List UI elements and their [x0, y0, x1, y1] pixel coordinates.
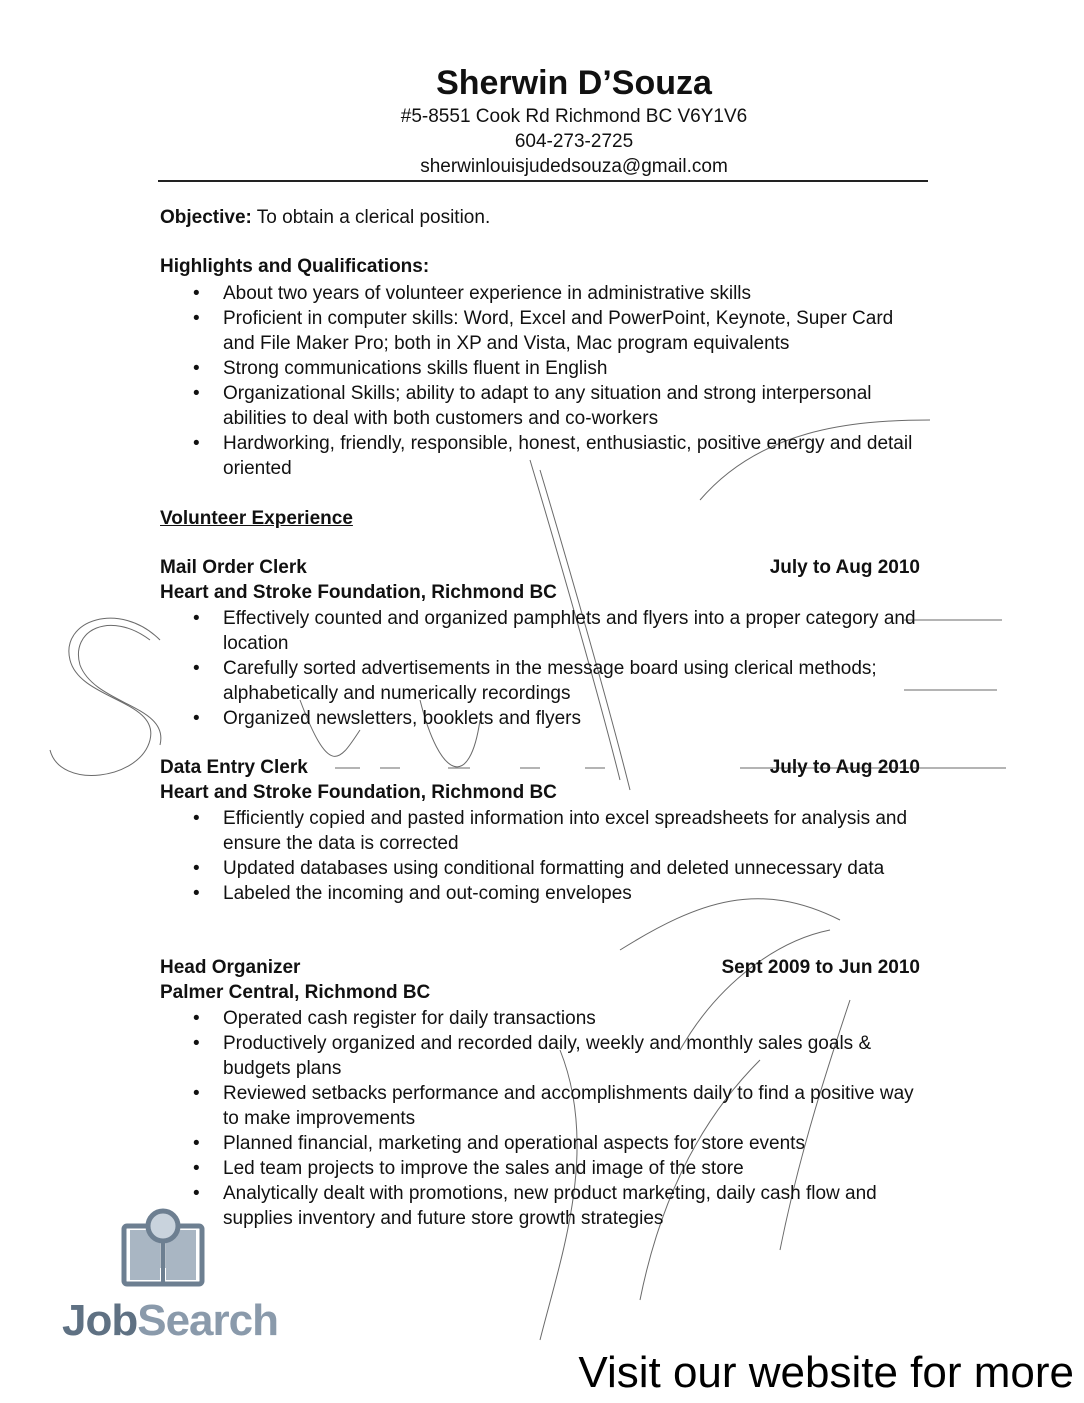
- job-organization: Heart and Stroke Foundation, Richmond BC: [160, 582, 557, 603]
- objective-label: Objective:: [160, 207, 252, 228]
- objective-text: To obtain a clerical position.: [251, 207, 491, 228]
- volunteer-heading: Volunteer Experience: [160, 508, 353, 529]
- email[interactable]: sherwinlouisjudedsouza@gmail.com: [420, 156, 728, 177]
- job-dates: July to Aug 2010: [769, 557, 920, 578]
- list-item: • Proficient in computer skills: Word, Excel and PowerPoint, Keynote, Super Card and File Maker Pro; both in XP and Vista, Mac program equivalents: [160, 306, 930, 356]
- candidate-name: Sherwin D’Souza: [436, 64, 712, 102]
- job-title: Mail Order Clerk: [160, 557, 307, 578]
- list-item: • Analytically dealt with promotions, new product marketing, daily cash flow and supplies inventory and future store growth strategies: [160, 1181, 930, 1231]
- objective-section: [160, 205, 930, 230]
- list-item: • Operated cash register for daily transactions: [160, 1006, 930, 1031]
- list-item: • Effectively counted and organized pamphlets and flyers into a proper category and location: [160, 606, 930, 656]
- list-item: • Hardworking, friendly, responsible, honest, enthusiastic, positive energy and detail oriented: [160, 431, 930, 481]
- list-item: • Strong communications skills fluent in English: [160, 356, 930, 381]
- address: #5-8551 Cook Rd Richmond BC V6Y1V6: [400, 106, 748, 127]
- job-dates: July to Aug 2010: [769, 757, 920, 778]
- highlights-section: [160, 254, 930, 481]
- volunteer-heading-wrap: [160, 506, 930, 531]
- job-dates: Sept 2009 to Jun 2010: [721, 957, 920, 978]
- job-entry: [160, 755, 930, 906]
- list-item: • Efficiently copied and pasted information into excel spreadsheets for analysis and ensure the data is corrected: [160, 806, 930, 856]
- job-organization: Palmer Central, Richmond BC: [160, 982, 431, 1003]
- visit-website-link[interactable]: Visit our website for more: [578, 1348, 1074, 1397]
- job-title: Head Organizer: [160, 957, 301, 978]
- logo-word-search: Search: [137, 1296, 278, 1345]
- logo-wordmark: [62, 1296, 278, 1346]
- job-title: Data Entry Clerk: [160, 757, 308, 778]
- list-item: • Organizational Skills; ability to adapt to any situation and strong interpersonal abilities to deal with both customers and co-workers: [160, 381, 930, 431]
- list-item: • About two years of volunteer experience in administrative skills: [160, 281, 930, 306]
- list-item: • Labeled the incoming and out-coming envelopes: [160, 881, 930, 906]
- list-item: • Organized newsletters, booklets and flyers: [160, 706, 930, 731]
- list-item: • Productively organized and recorded daily, weekly and monthly sales goals & budgets plans: [160, 1031, 930, 1081]
- list-item: • Planned financial, marketing and operational aspects for store events: [160, 1131, 930, 1156]
- job-organization: Heart and Stroke Foundation, Richmond BC: [160, 782, 557, 803]
- highlights-heading: Highlights and Qualifications:: [160, 256, 430, 277]
- logo-word-job: Job: [62, 1296, 138, 1345]
- phone: 604-273-2725: [514, 131, 634, 152]
- job-entry: [160, 555, 930, 731]
- job-entry: [160, 955, 930, 1231]
- list-item: • Carefully sorted advertisements in the message board using clerical methods; alphabetically and numerically recordings: [160, 656, 930, 706]
- book-magnifier-icon: [120, 1208, 210, 1292]
- list-item: • Updated databases using conditional formatting and deleted unnecessary data: [160, 856, 930, 881]
- header-divider: [158, 180, 928, 182]
- list-item: • Led team projects to improve the sales and image of the store: [160, 1156, 930, 1181]
- resume-header: [0, 62, 1084, 179]
- list-item: • Reviewed setbacks performance and accomplishments daily to find a positive way to make improvements: [160, 1081, 930, 1131]
- jobsearch-logo[interactable]: [62, 1208, 282, 1348]
